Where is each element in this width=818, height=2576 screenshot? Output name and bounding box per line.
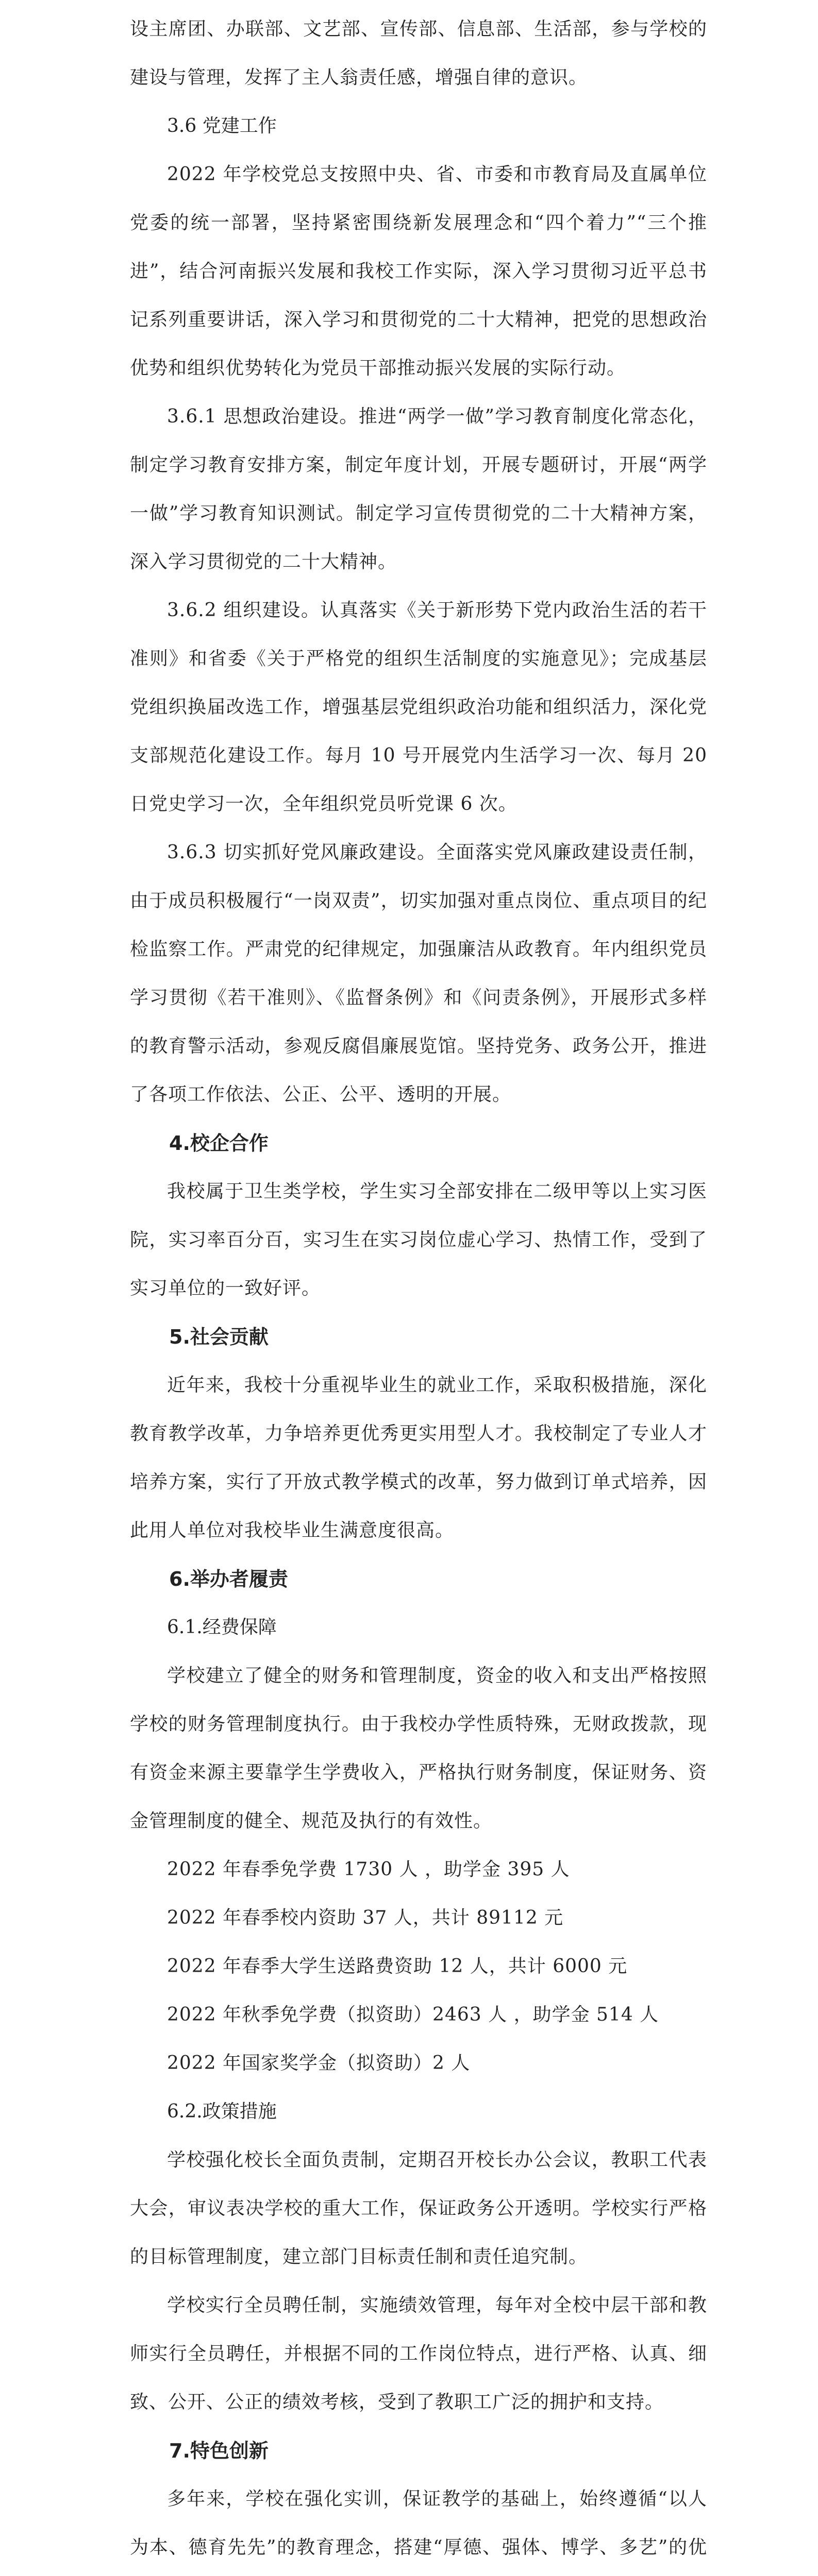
funding-line-5: 2022 年国家奖学金（拟资助）2 人 (167, 2053, 471, 2074)
funding-line-1: 2022 年春季免学费 1730 人 ，助学金 395 人 (167, 1859, 570, 1880)
paragraph-party-building: 2022 年学校党总支按照中央、省、市委和市教育局及直属单位党委的统一部署，坚持紧密围绕新发展理念和“四个着力”“三个推进”，结合河南振兴发展和我校工作实际，深入学习贯彻习近平总书记系列重要讲话，深入学习和贯彻党的二十大精神，把党的思想政治优势和组织优势转化为党员干部推动振兴发展的实际行动。 (130, 164, 707, 379)
section-heading-4: 4.校企合作 (169, 1132, 269, 1155)
section-heading-3-6: 3.6 党建工作 (167, 115, 277, 137)
section-heading-5: 5.社会贡献 (169, 1326, 269, 1348)
subsection-heading-6-1: 6.1.经费保障 (167, 1617, 277, 1638)
section-heading-6: 6.举办者履责 (169, 1568, 288, 1590)
subsection-heading-6-2: 6.2.政策措施 (167, 2101, 277, 2122)
paragraph-funding: 学校建立了健全的财务和管理制度，资金的收入和支出严格按照学校的财务管理制度执行。由于我校办学性质特殊，无财政拨款，现有资金来源主要靠学生学费收入，严格执行财务制度，保证财务、资金管理制度的健全、规范及执行的有效性。 (130, 1665, 707, 1832)
paragraph-student-council: 设主席团、办联部、文艺部、宣传部、信息部、生活部，参与学校的建设与管理，发挥了主人翁责任感，增强自律的意识。 (130, 19, 707, 88)
paragraph-school-enterprise: 我校属于卫生类学校，学生实习全部安排在二级甲等以上实习医院，实习率百分百，实习生在实习岗位虚心学习、热情工作，受到了实习单位的一致好评。 (130, 1181, 707, 1299)
paragraph-innovation: 多年来，学校在强化实训，保证教学的基础上，始终遵循“以人为本、德育先先”的教育理念，搭建“厚德、强体、博学、多艺”的优 (130, 2488, 707, 2558)
paragraph-3-6-3: 3.6.3 切实抓好党风廉政建设。全面落实党风廉政建设责任制，由于成员积极履行“一岗双责”，切实加强对重点岗位、重点项目的纪检监察工作。严肃党的纪律规定，加强廉洁从政教育。年内组织党员学习贯彻《若干准则》、《监督条例》和《问责条例》，开展形式多样的教育警示活动，参观反腐倡廉展览馆。坚持党务、政务公开，推进了各项工作依法、公正、公平、透明的开展。 (130, 842, 707, 1105)
paragraph-policy-2: 学校实行全员聘任制，实施绩效管理，每年对全校中层干部和教师实行全员聘任，并根据不同的工作岗位特点，进行严格、认真、细致、公开、公正的绩效考核，受到了教职工广泛的拥护和支持。 (130, 2295, 707, 2413)
paragraph-policy-1: 学校强化校长全面负责制，定期召开校长办公会议，教职工代表大会，审议表决学校的重大工作，保证政务公开透明。学校实行严格的目标管理制度，建立部门目标责任制和责任追究制。 (130, 2149, 707, 2267)
funding-line-4: 2022 年秋季免学费（拟资助）2463 人 ，助学金 514 人 (167, 2004, 659, 2025)
section-heading-7: 7.特色创新 (169, 2439, 269, 2462)
paragraph-social-contribution: 近年来，我校十分重视毕业生的就业工作，采取积极措施，深化教育教学改革，力争培养更优秀更实用型人才。我校制定了专业人才培养方案，实行了开放式教学模式的改革，努力做到订单式培养，因此用人单位对我校毕业生满意度很高。 (130, 1375, 707, 1541)
paragraph-3-6-2: 3.6.2 组织建设。认真落实《关于新形势下党内政治生活的若干准则》和省委《关于严格党的组织生活制度的实施意见》；完成基层党组织换届改选工作，增强基层党组织政治功能和组织活力，深化党支部规范化建设工作。每月 10 号开展党内生活学习一次、每月 20 日党史学习一次，全年组织党员听党课 6 次。 (130, 600, 707, 815)
paragraph-3-6-1: 3.6.1 思想政治建设。推进“两学一做”学习教育制度化常态化，制定学习教育安排方案，制定年度计划，开展专题研讨，开展“两学一做”学习教育知识测试。制定学习宣传贯彻党的二十大精神方案，深入学习贯彻党的二十大精神。 (130, 406, 707, 572)
funding-line-2: 2022 年春季校内资助 37 人，共计 89112 元 (167, 1907, 564, 1928)
funding-line-3: 2022 年春季大学生送路费资助 12 人，共计 6000 元 (167, 1956, 628, 1977)
